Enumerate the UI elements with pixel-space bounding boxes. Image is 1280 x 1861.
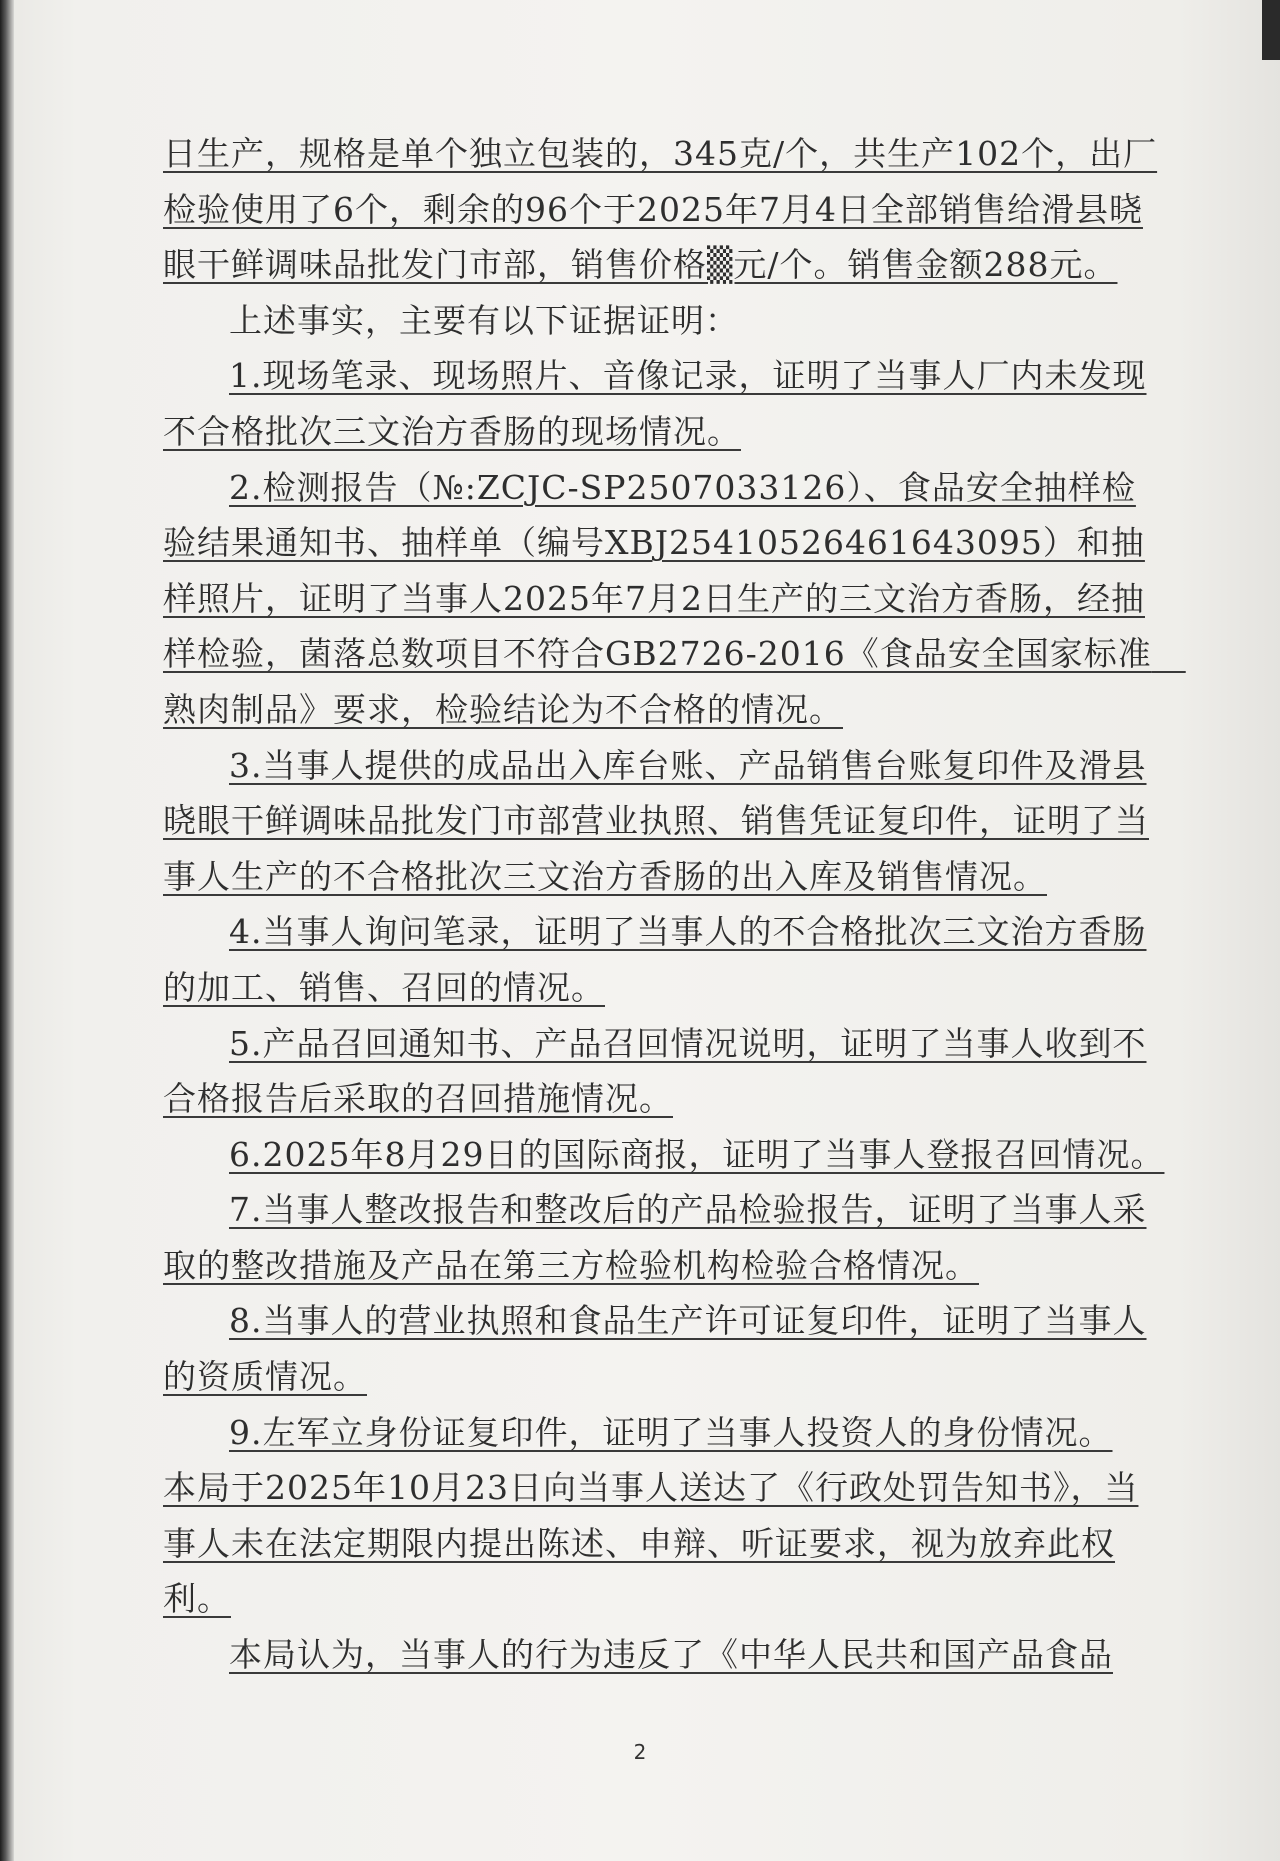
scan-shadow-right — [1262, 0, 1280, 60]
paragraph-evidence-6: 6.2025年8月29日的国际商报，证明了当事人登报召回情况。 — [229, 1134, 1165, 1174]
paragraph-bureau-opinion: 本局认为，当事人的行为违反了《中华人民共和国产品食品 — [229, 1635, 1113, 1675]
document-body — [163, 126, 1186, 1683]
paragraph-evidence-2: 2.检测报告（№:ZCJC-SP2507033126）、食品安全抽样检验结果通知书、抽样单（编号XBJ25410526461643095）和抽样照片，证明了当事人2025年7月2日生产的三文治方香肠，经抽样检验，菌落总数项目不符合GB2726-2016《食品安全国家标准 熟肉制品》要求，检验结论为不合格的情况。 — [163, 467, 1186, 729]
paragraph-evidence-intro: 上述事实，主要有以下证据证明： — [229, 300, 739, 340]
paragraph-sales-facts: 日生产，规格是单个独立包装的，345克/个，共生产102个，出厂检验使用了6个，剩余的96个于2025年7月4日全部销售给滑县晓眼干鲜调味品批发门市部，销售价格▒元/个。销售金额288元。 — [163, 134, 1158, 285]
scan-shadow-left — [0, 0, 14, 1861]
paragraph-evidence-7: 7.当事人整改报告和整改后的产品检验报告，证明了当事人采取的整改措施及产品在第三方检验机构检验合格情况。 — [163, 1190, 1147, 1285]
page-number: 2 — [633, 1740, 647, 1764]
paragraph-evidence-5: 5.产品召回通知书、产品召回情况说明，证明了当事人收到不合格报告后采取的召回措施情况。 — [163, 1023, 1147, 1119]
paragraph-evidence-4: 4.当事人询问笔录，证明了当事人的不合格批次三文治方香肠的加工、销售、召回的情况。 — [163, 912, 1147, 1007]
paragraph-evidence-8: 8.当事人的营业执照和食品生产许可证复印件，证明了当事人的资质情况。 — [163, 1301, 1147, 1397]
paragraph-evidence-9: 9.左军立身份证复印件，证明了当事人投资人的身份情况。 — [229, 1412, 1113, 1452]
paragraph-evidence-3: 3.当事人提供的成品出入库台账、产品销售台账复印件及滑县晓眼干鲜调味品批发门市部营业执照、销售凭证复印件，证明了当事人生产的不合格批次三文治方香肠的出入库及销售情况。 — [163, 745, 1149, 896]
paragraph-evidence-1: 1.现场笔录、现场照片、音像记录，证明了当事人厂内未发现不合格批次三文治方香肠的现场情况。 — [163, 356, 1147, 451]
paragraph-notice-delivery: 本局于2025年10月23日向当事人送达了《行政处罚告知书》，当事人未在法定期限内提出陈述、申辩、听证要求，视为放弃此权利。 — [163, 1468, 1139, 1619]
